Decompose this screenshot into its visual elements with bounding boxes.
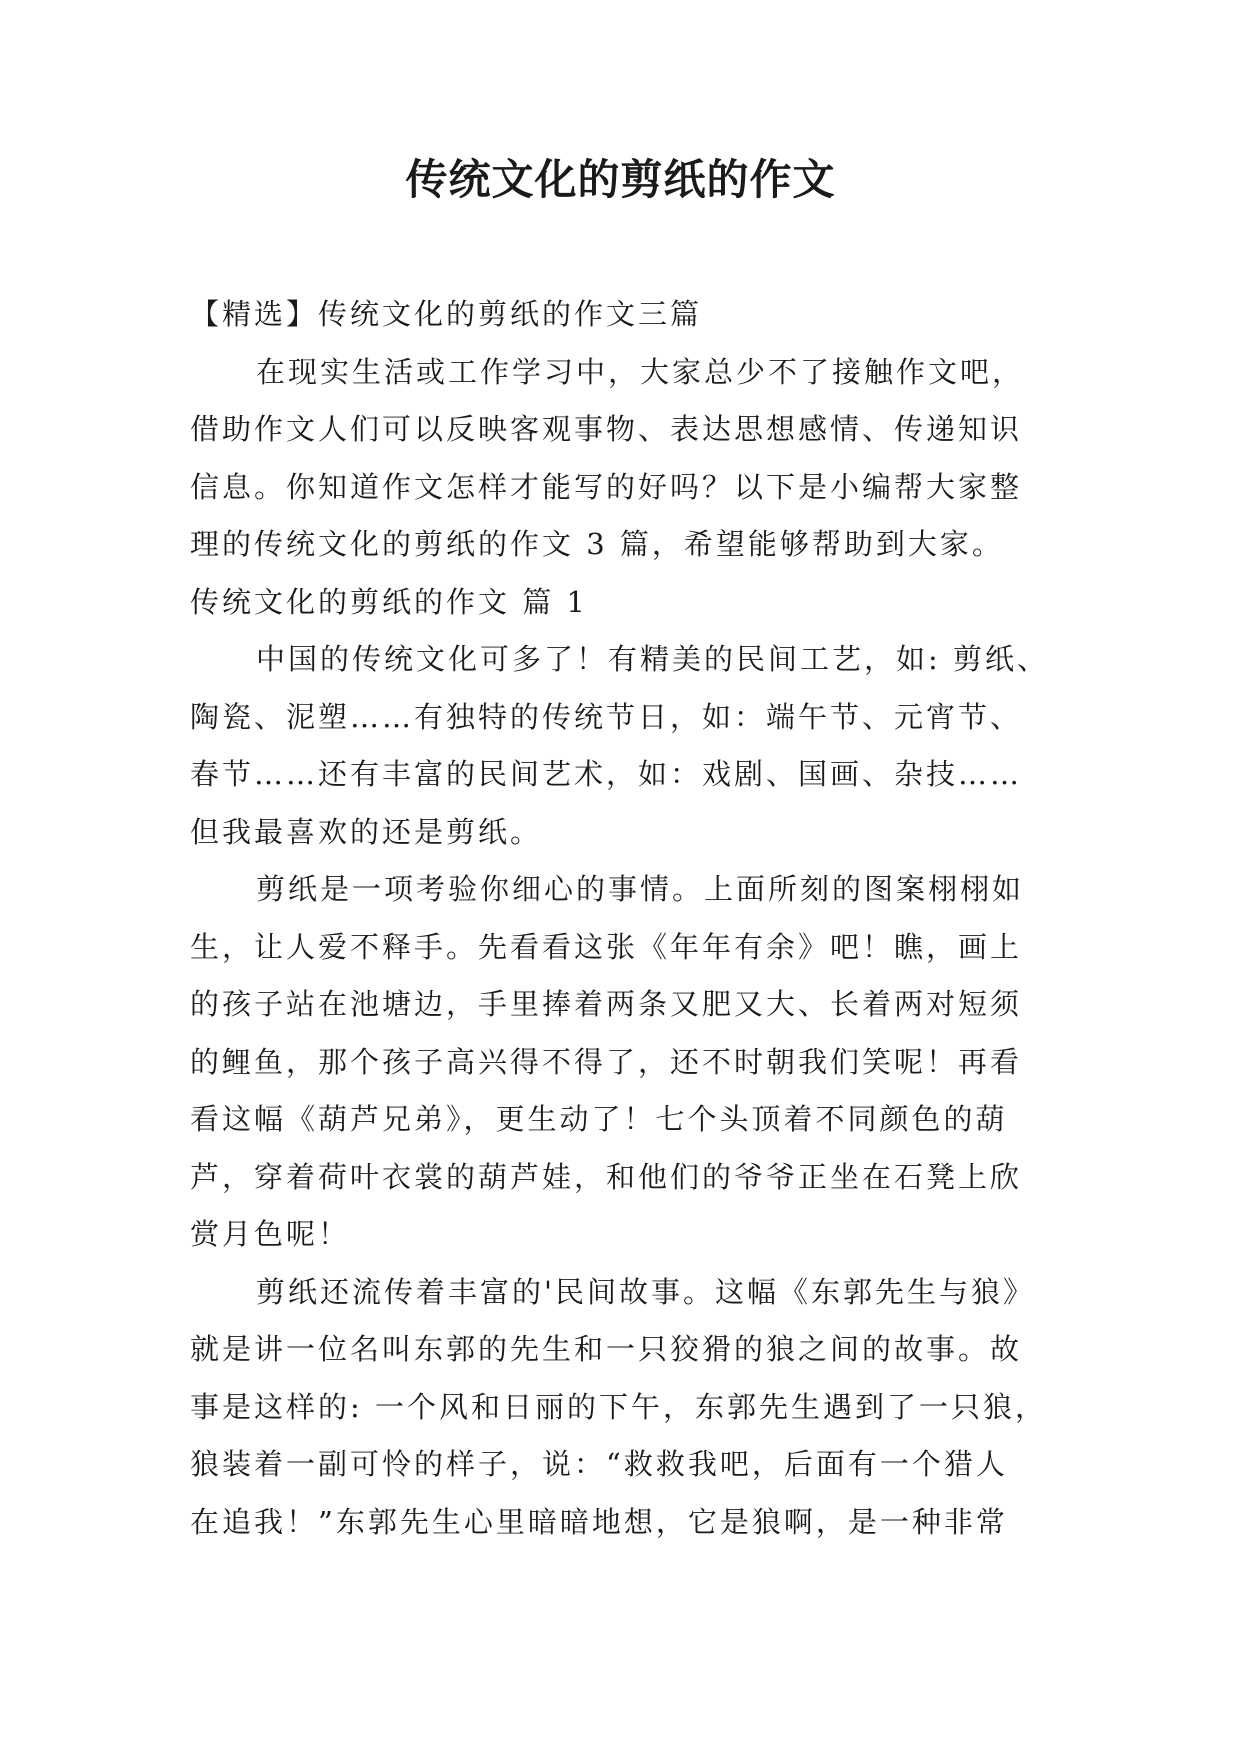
text-line: 生，让人爱不释手。先看看这张《年年有余》吧！瞧，画上: [190, 929, 1023, 964]
document-body: [190, 286, 1070, 1551]
text-line: 就是讲一位名叫东郭的先生和一只狡猾的狼之间的故事。故: [190, 1332, 1023, 1366]
text-line: 的鲤鱼，那个孩子高兴得不得了，还不时朝我们笑呢！再看: [190, 1044, 1023, 1079]
text-line: 在追我！”东郭先生心里暗暗地想，它是狼啊，是一种非常: [190, 1504, 1008, 1539]
text-line: 但我最喜欢的还是剪纸。: [190, 814, 543, 849]
text-line: 信息。你知道作文怎样才能写的好吗？以下是小编帮大家整: [190, 469, 1023, 504]
text-line: 传统文化的剪纸的作文 篇 1: [190, 584, 588, 619]
text-line: 【精选】传统文化的剪纸的作文三篇: [190, 297, 703, 331]
text-line: 赏月色呢！: [190, 1217, 351, 1251]
text-line: 事是这样的: 一个风和日丽的下午，东郭先生遇到了一只狼，: [190, 1389, 1047, 1424]
text-line: 理的传统文化的剪纸的作文 3 篇，希望能够帮助到大家。: [190, 527, 1004, 561]
text-line: 在现实生活或工作学习中，大家总少不了接触作文吧，: [256, 354, 1025, 389]
text-line: 中国的传统文化可多了！有精美的民间工艺，如: 剪纸、: [256, 642, 1049, 676]
text-line: 狼装着一副可怜的样子，说：“救救我吧，后面有一个猎人: [190, 1447, 1008, 1481]
text-line: 借助作文人们可以反映客观事物、表达思想感情、传递知识: [190, 412, 1023, 446]
text-line: 陶瓷、泥塑……有独特的传统节日，如：端午节、元宵节、: [190, 699, 1023, 734]
text-line: 芦，穿着荷叶衣裳的葫芦娃，和他们的爷爷正坐在石凳上欣: [190, 1159, 1023, 1194]
text-line: 的孩子站在池塘边，手里捧着两条又肥又大、长着两对短须: [190, 987, 1023, 1021]
text-line: 看这幅《葫芦兄弟》，更生动了！七个头顶着不同颜色的葫: [190, 1102, 1008, 1136]
text-line: 剪纸是一项考验你细心的事情。上面所刻的图案栩栩如: [256, 872, 1025, 906]
text-line: 春节……还有丰富的民间艺术，如：戏剧、国画、杂技……: [190, 757, 1023, 791]
text-line: 剪纸还流传着丰富的'民间故事。这幅《东郭先生与狼》: [256, 1274, 1035, 1309]
document-title: 传统文化的剪纸的作文: [405, 155, 836, 204]
